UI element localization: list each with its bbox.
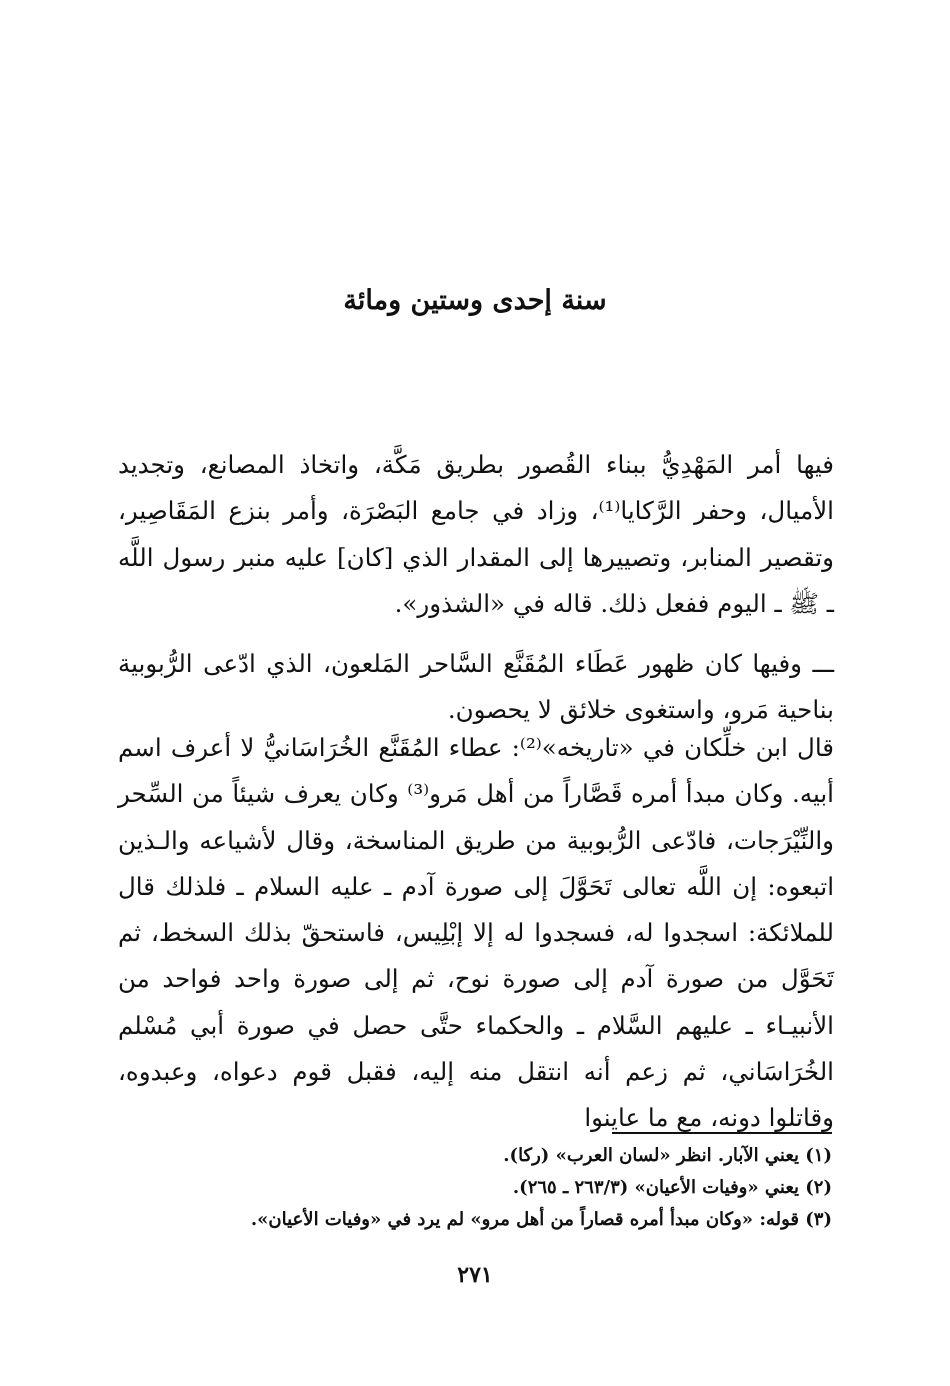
paragraph-text: فيها أمر المَهْدِيُّ ببناء القُصور بطريق مَكَّة، واتخاذ المصانع، وتجديد الأميال، وحفر الرَّكايا⁽¹⁾، وزاد في جامع البَصْرَة، وأمر بنزع المَقَاصِير، وتقصير المنابر، وتصييرها إلى المقدار الذي [كان] عليه منبر رسول اللَّه ـ ﷺ ـ اليوم ففعل ذلك. قاله في «الشذور». <box>118 450 834 618</box>
page-number: ٢٧١ <box>457 1262 493 1288</box>
footnote-3: (٣) قوله: «وكان مبدأ أمره قصاراً من أهل مرو» لم يرد في «وفيات الأعيان». <box>250 1209 832 1230</box>
paragraph-text: ـــ وفيها كان ظهور عَطَاء المُقَنَّع السَّاحر المَلعون، الذي ادّعى الرُّبوبية بناحية مَرو، واستغوى خلائق لا يحصون. <box>118 649 834 725</box>
paragraph-muqanna-appearance <box>118 641 834 734</box>
footnotes <box>116 1140 832 1236</box>
chapter-title: سنة إحدى وستين ومائة <box>343 285 607 316</box>
footnote-divider <box>612 1132 832 1134</box>
paragraph-text: قال ابن خلِّكان في «تاريخه»⁽²⁾: عطاء المُقَنَّع الخُرَاسَانيُّ لا أعرف اسم أبيه. وكان مبدأ أمره قَصَّاراً من أهل مَرو⁽³⁾ وكان يعرف شيئاً من السِّحر والنِّيْرَجات، فادّعى الرُّبوبية من طريق المناسخة، وقال لأشياعه والـذين اتبعوه: إن اللَّه تعالى تَحَوَّلَ إلى صورة آدم ـ عليه السلام ـ فلذلك قال للملائكة: اسجدوا له، فسجدوا له إلا إبْلِيس، فاستحقّ بذلك السخط، ثم تَحَوَّل من صورة آدم إلى صورة نوح، ثم إلى صورة واحد فواحد من الأنبيـاء ـ عليهم السَّلام ـ والحكماء حتَّى حصل في صورة أبي مُسْلم الخُرَاسَاني، ثم زعم أنه انتقل منه إليه، فقبل قوم دعواه، وعبدوه، وقاتلوا دونه، مع ما عاينوا <box>118 733 835 1133</box>
footnote-2: (٢) يعني «وفيات الأعيان» (٢٦٣/٣ ـ ٢٦٥). <box>512 1177 832 1198</box>
paragraph-mahdi-works <box>118 442 834 627</box>
paragraph-ibn-khallikan-quote <box>118 725 834 1142</box>
footnote-1: (١) يعني الآبار. انظر «لسان العرب» (ركا). <box>503 1145 832 1166</box>
